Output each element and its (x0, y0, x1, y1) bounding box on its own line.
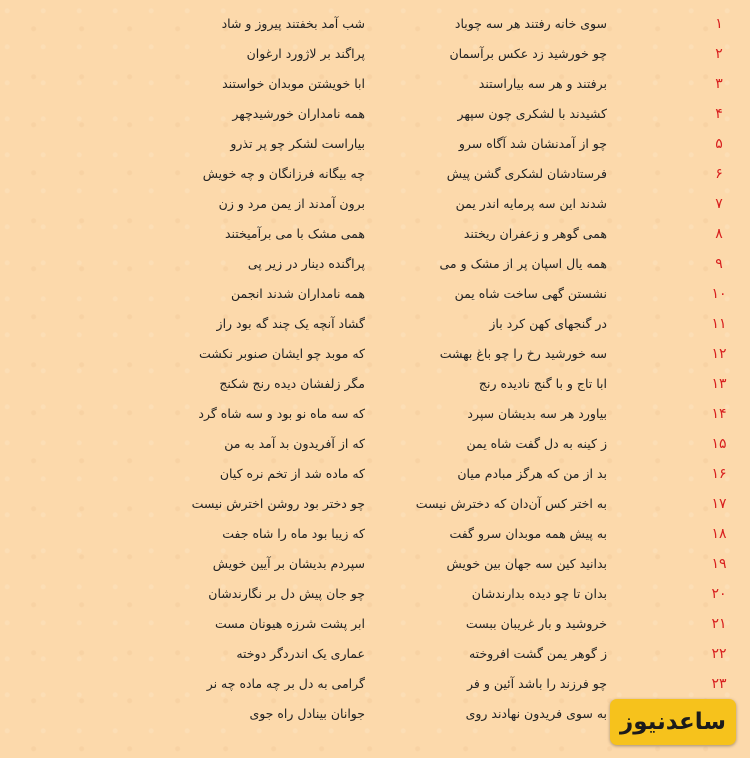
verse-row (0, 192, 750, 222)
second-hemistich: که ماده شد از تخم نره کیان (219, 466, 365, 481)
first-hemistich: به سوی فریدون نهادند روی (465, 706, 607, 721)
verse-row (0, 552, 750, 582)
first-hemistich: همی گوهر و زعفران ریختند (463, 226, 607, 241)
first-hemistich: سوی خانه رفتند هر سه چوباد (454, 16, 607, 31)
verse-row (0, 222, 750, 252)
verse-row (0, 162, 750, 192)
verse-number: ۱۹ (711, 556, 727, 572)
verse-number: ۱۱ (711, 316, 727, 332)
verse-number: ۱۰ (711, 286, 727, 302)
second-hemistich: همی مشک با می برآمیختند (224, 226, 365, 241)
verse-number: ۱۳ (711, 376, 727, 392)
verse-number: ۱۴ (711, 406, 727, 422)
first-hemistich: چو از آمدنشان شد آگاه سرو (458, 136, 607, 151)
second-hemistich: عماری یک اندردگر دوخته (236, 646, 365, 661)
verse-number: ۱۷ (711, 496, 727, 512)
second-hemistich: برون آمدند از یمن مرد و زن (218, 196, 365, 211)
verse-row (0, 522, 750, 552)
first-hemistich: شدند این سه پرمایه اندر یمن (455, 196, 607, 211)
second-hemistich: همه نامداران خورشیدچهر (232, 106, 365, 121)
verse-row (0, 282, 750, 312)
verse-number: ۶ (715, 166, 723, 182)
first-hemistich: ز کینه به دل گفت شاه یمن (466, 436, 607, 451)
verse-number: ۲۱ (711, 616, 727, 632)
verse-row (0, 582, 750, 612)
verse-row (0, 312, 750, 342)
verse-row (0, 612, 750, 642)
verse-row (0, 252, 750, 282)
first-hemistich: خروشید و بار غریبان ببست (465, 616, 607, 631)
second-hemistich: گرامی به دل بر چه ماده چه نر (206, 676, 365, 691)
second-hemistich: مگر زلفشان دیده رنج شکنج (219, 376, 365, 391)
verse-row (0, 12, 750, 42)
verse-number: ۸ (715, 226, 723, 242)
first-hemistich: چو خورشید زد عکس برآسمان (449, 46, 607, 61)
second-hemistich: که از آفریدون بد آمد به من (224, 436, 365, 451)
verse-number: ۱۶ (711, 466, 727, 482)
verse-number: ۲۳ (711, 676, 727, 692)
second-hemistich: ابر پشت شرزه هیونان مست (214, 616, 365, 631)
second-hemistich: پراگنده دینار در زیر پی (247, 256, 365, 271)
verse-number: ۲۰ (711, 586, 727, 602)
verse-row (0, 462, 750, 492)
first-hemistich: فرستادشان لشکری گشن پیش (446, 166, 607, 181)
verse-row (0, 42, 750, 72)
first-hemistich: به پیش همه موبدان سرو گفت (449, 526, 607, 541)
verse-number: ۱ (715, 16, 723, 32)
verse-number: ۳ (715, 76, 723, 92)
verse-row (0, 402, 750, 432)
first-hemistich: همه یال اسپان پر از مشک و می (439, 256, 607, 271)
first-hemistich: سه خورشید رخ را چو باغ بهشت (439, 346, 607, 361)
second-hemistich: شب آمد بخفتند پیروز و شاد (221, 16, 365, 31)
first-hemistich: به اختر کس آن‌دان که دخترش نیست (415, 496, 607, 511)
verse-number: ۵ (715, 136, 723, 152)
first-hemistich: برفتند و هر سه بیاراستند (478, 76, 607, 91)
second-hemistich: بیاراست لشکر چو پر تذرو (230, 136, 365, 151)
first-hemistich: بد از من که هرگز مبادم میان (457, 466, 607, 481)
second-hemistich: پراگند بر لاژورد ارغوان (246, 46, 365, 61)
second-hemistich: که زیبا بود ماه را شاه جفت (222, 526, 365, 541)
first-hemistich: بدانید کین سه جهان بین خویش (446, 556, 607, 571)
first-hemistich: ز گوهر یمن گشت افروخته (468, 646, 607, 661)
verse-row (0, 102, 750, 132)
verse-row (0, 642, 750, 672)
verse-row (0, 432, 750, 462)
second-hemistich: سپردم بدیشان بر آیین خویش (212, 556, 365, 571)
second-hemistich: که سه ماه نو بود و سه شاه گرد (198, 406, 365, 421)
second-hemistich: ابا خویشتن موبدان خواستند (222, 76, 365, 91)
second-hemistich: جوانان بینادل راه جوی (249, 706, 365, 721)
first-hemistich: بیاورد هر سه بدیشان سپرد (467, 406, 607, 421)
verse-row (0, 342, 750, 372)
verse-number: ۲ (715, 46, 723, 62)
verse-row (0, 492, 750, 522)
first-hemistich: چو فرزند را باشد آئین و فر (467, 676, 607, 691)
verse-number: ۱۲ (711, 346, 727, 362)
second-hemistich: همه نامداران شدند انجمن (231, 286, 365, 301)
verse-number: ۷ (715, 196, 723, 212)
verse-number: ۹ (715, 256, 723, 272)
first-hemistich: کشیدند با لشکری چون سپهر (457, 106, 607, 121)
second-hemistich: گشاد آنچه یک چند گه بود راز (216, 316, 365, 331)
second-hemistich: چو دختر بود روشن اخترش نیست (191, 496, 365, 511)
second-hemistich: چو جان پیش دل بر نگارندشان (208, 586, 365, 601)
first-hemistich: ابا تاج و با گنج نادیده رنج (478, 376, 607, 391)
verse-number: ۱۸ (711, 526, 727, 542)
verse-number: ۴ (715, 106, 723, 122)
watermark-text: ساعدنیوز (620, 709, 726, 735)
verse-row (0, 132, 750, 162)
first-hemistich: در گنجهای کهن کرد باز (489, 316, 607, 331)
second-hemistich: که موبد چو ایشان صنوبر نکشت (198, 346, 365, 361)
first-hemistich: نشستن گهی ساخت شاه یمن (454, 286, 607, 301)
first-hemistich: بدان تا چو دیده بدارندشان (471, 586, 607, 601)
verse-row (0, 672, 750, 702)
verse-number: ۲۲ (711, 646, 727, 662)
verse-row (0, 72, 750, 102)
second-hemistich: چه بیگانه فرزانگان و چه خویش (202, 166, 365, 181)
saednews-watermark-logo (610, 699, 736, 745)
verse-number: ۱۵ (711, 436, 727, 452)
verse-row (0, 372, 750, 402)
